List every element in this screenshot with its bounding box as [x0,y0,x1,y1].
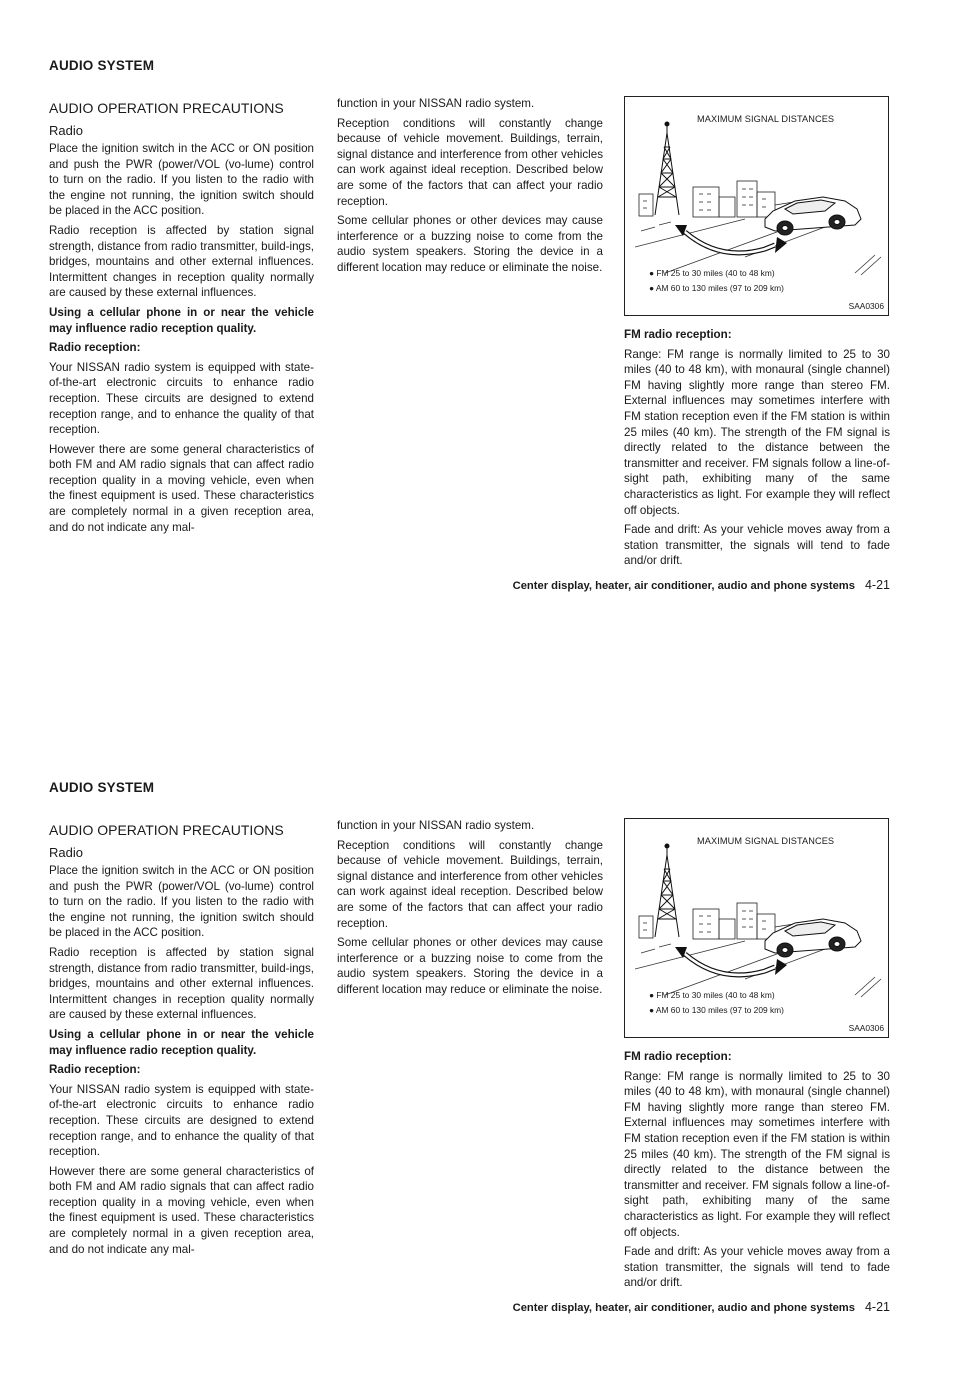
page-footer [400,578,890,592]
section-title: AUDIO SYSTEM [49,58,155,73]
cellular-warning: Using a cellular phone in or near the vehicle may influence radio reception quality. [49,1027,314,1057]
paragraph-ignition: Place the ignition switch in the ACC or ON position and push the PWR (power/VOL (vo-lume) control to turn on the radio. If you listen to the radio with the engine not running, the ignition switch should be placed in the ACC position. [49,864,314,940]
paragraph-continuation: function in your NISSAN radio system. [337,819,535,832]
illustration-fm-range: ● FM 25 to 30 miles (40 to 48 km) [649,268,775,278]
illustration-title: MAXIMUM SIGNAL DISTANCES [697,114,835,124]
paragraph-reception-factors: Radio reception is affected by station signal strength, distance from radio transmitter, build-ings, bridges, mountains and other external influences. Intermittent changes in reception quality normally are caused by these external influences. [49,223,314,300]
heading-precautions: AUDIO OPERATION PRECAUTIONS [49,100,284,116]
manual-page-2 [0,722,954,1397]
section-title: AUDIO SYSTEM [49,780,155,795]
heading-radio-reception: Radio reception: [49,341,141,355]
page-number: 4-21 [864,1300,890,1314]
heading-radio-reception: Radio reception: [49,1063,141,1077]
illustration-am-range: ● AM 60 to 130 miles (97 to 209 km) [649,283,784,293]
signal-distance-illustration [624,96,889,316]
paragraph-characteristics: However there are some general characteristics of both FM and AM radio signals that can affect radio reception quality in a moving vehicle, even when the finest equipment is used. These characteristics are completely normal in a given reception area, and do not indicate any mal- [49,442,314,534]
heading-fm-reception: FM radio reception: [624,1050,732,1063]
column-middle [337,96,603,280]
heading-fm-reception: FM radio reception: [624,328,732,341]
illustration-fm-range: ● FM 25 to 30 miles (40 to 48 km) [649,990,775,1000]
subheading-radio: Radio [49,845,83,860]
column-right [624,327,890,573]
footer-chapter-title: Center display, heater, air conditioner, audio and phone systems [512,580,855,592]
illustration-am-range: ● AM 60 to 130 miles (97 to 209 km) [649,1005,784,1015]
paragraph-fade-drift: Fade and drift: As your vehicle moves away from a station transmitter, the signals will tend to fade and/or drift. [624,523,890,568]
footer-chapter-title: Center display, heater, air conditioner, audio and phone systems [512,1302,855,1314]
paragraph-cellular-noise: Some cellular phones or other devices may cause interference or a buzzing noise to come from the audio system speakers. Storing the device in a different location may reduce or eliminate the noise. [337,214,603,274]
heading-precautions: AUDIO OPERATION PRECAUTIONS [49,822,284,838]
illustration-code: SAA0306 [848,1023,884,1033]
paragraph-fm-range: Range: FM range is normally limited to 25 to 30 miles (40 to 48 km), with monaural (single channel) FM having slightly more range than stereo FM. External influences may sometimes interfere with FM station reception even if the FM station is within 25 miles (40 km). The strength of the FM signal is directly related to the distance between the transmitter and receiver. FM signals follow a line-of-sight path, exhibiting many of the same characteristics as light. For example they will reflect off objects. [624,1069,890,1239]
paragraph-ignition: Place the ignition switch in the ACC or ON position and push the PWR (power/VOL (vo-lume) control to turn on the radio. If you listen to the radio with the engine not running, the ignition switch should be placed in the ACC position. [49,142,314,218]
illustration-title: MAXIMUM SIGNAL DISTANCES [697,836,835,846]
subheading-radio: Radio [49,123,83,138]
signal-distance-illustration [624,818,889,1038]
paragraph-circuits: Your NISSAN radio system is equipped with state-of-the-art electronic circuits to enhance radio reception. These circuits are designed to extend reception range, and to enhance the quality of that reception. [49,360,314,437]
column-left [49,821,314,1261]
paragraph-conditions: Reception conditions will constantly change because of vehicle movement. Buildings, terrain, signal distance and interference from other vehicles can work against ideal reception. Described below are some of the factors that can affect your radio reception. [337,116,603,208]
paragraph-circuits: Your NISSAN radio system is equipped with state-of-the-art electronic circuits to enhance radio reception. These circuits are designed to extend reception range, and to enhance the quality of that reception. [49,1082,314,1159]
manual-page-1 [0,0,954,675]
paragraph-cellular-noise: Some cellular phones or other devices may cause interference or a buzzing noise to come from the audio system speakers. Storing the device in a different location may reduce or eliminate the noise. [337,936,603,996]
illustration-code: SAA0306 [848,301,884,311]
page-footer [400,1300,890,1314]
paragraph-fade-drift: Fade and drift: As your vehicle moves away from a station transmitter, the signals will tend to fade and/or drift. [624,1245,890,1290]
column-right [624,1049,890,1295]
paragraph-continuation: function in your NISSAN radio system. [337,97,535,110]
paragraph-fm-range: Range: FM range is normally limited to 25 to 30 miles (40 to 48 km), with monaural (single channel) FM having slightly more range than stereo FM. External influences may sometimes interfere with FM station reception even if the FM station is within 25 miles (40 km). The strength of the FM signal is directly related to the distance between the transmitter and receiver. FM signals follow a line-of-sight path, exhibiting many of the same characteristics as light. For example they will reflect off objects. [624,347,890,517]
column-left [49,99,314,539]
column-middle [337,818,603,1002]
paragraph-reception-factors: Radio reception is affected by station signal strength, distance from radio transmitter, build-ings, bridges, mountains and other external influences. Intermittent changes in reception quality normally are caused by these external influences. [49,945,314,1022]
paragraph-conditions: Reception conditions will constantly change because of vehicle movement. Buildings, terrain, signal distance and interference from other vehicles can work against ideal reception. Described below are some of the factors that can affect your radio reception. [337,838,603,930]
paragraph-characteristics: However there are some general characteristics of both FM and AM radio signals that can affect radio reception quality in a moving vehicle, even when the finest equipment is used. These characteristics are completely normal in a given reception area, and do not indicate any mal- [49,1164,314,1256]
page-number: 4-21 [864,578,890,592]
cellular-warning: Using a cellular phone in or near the vehicle may influence radio reception quality. [49,305,314,335]
